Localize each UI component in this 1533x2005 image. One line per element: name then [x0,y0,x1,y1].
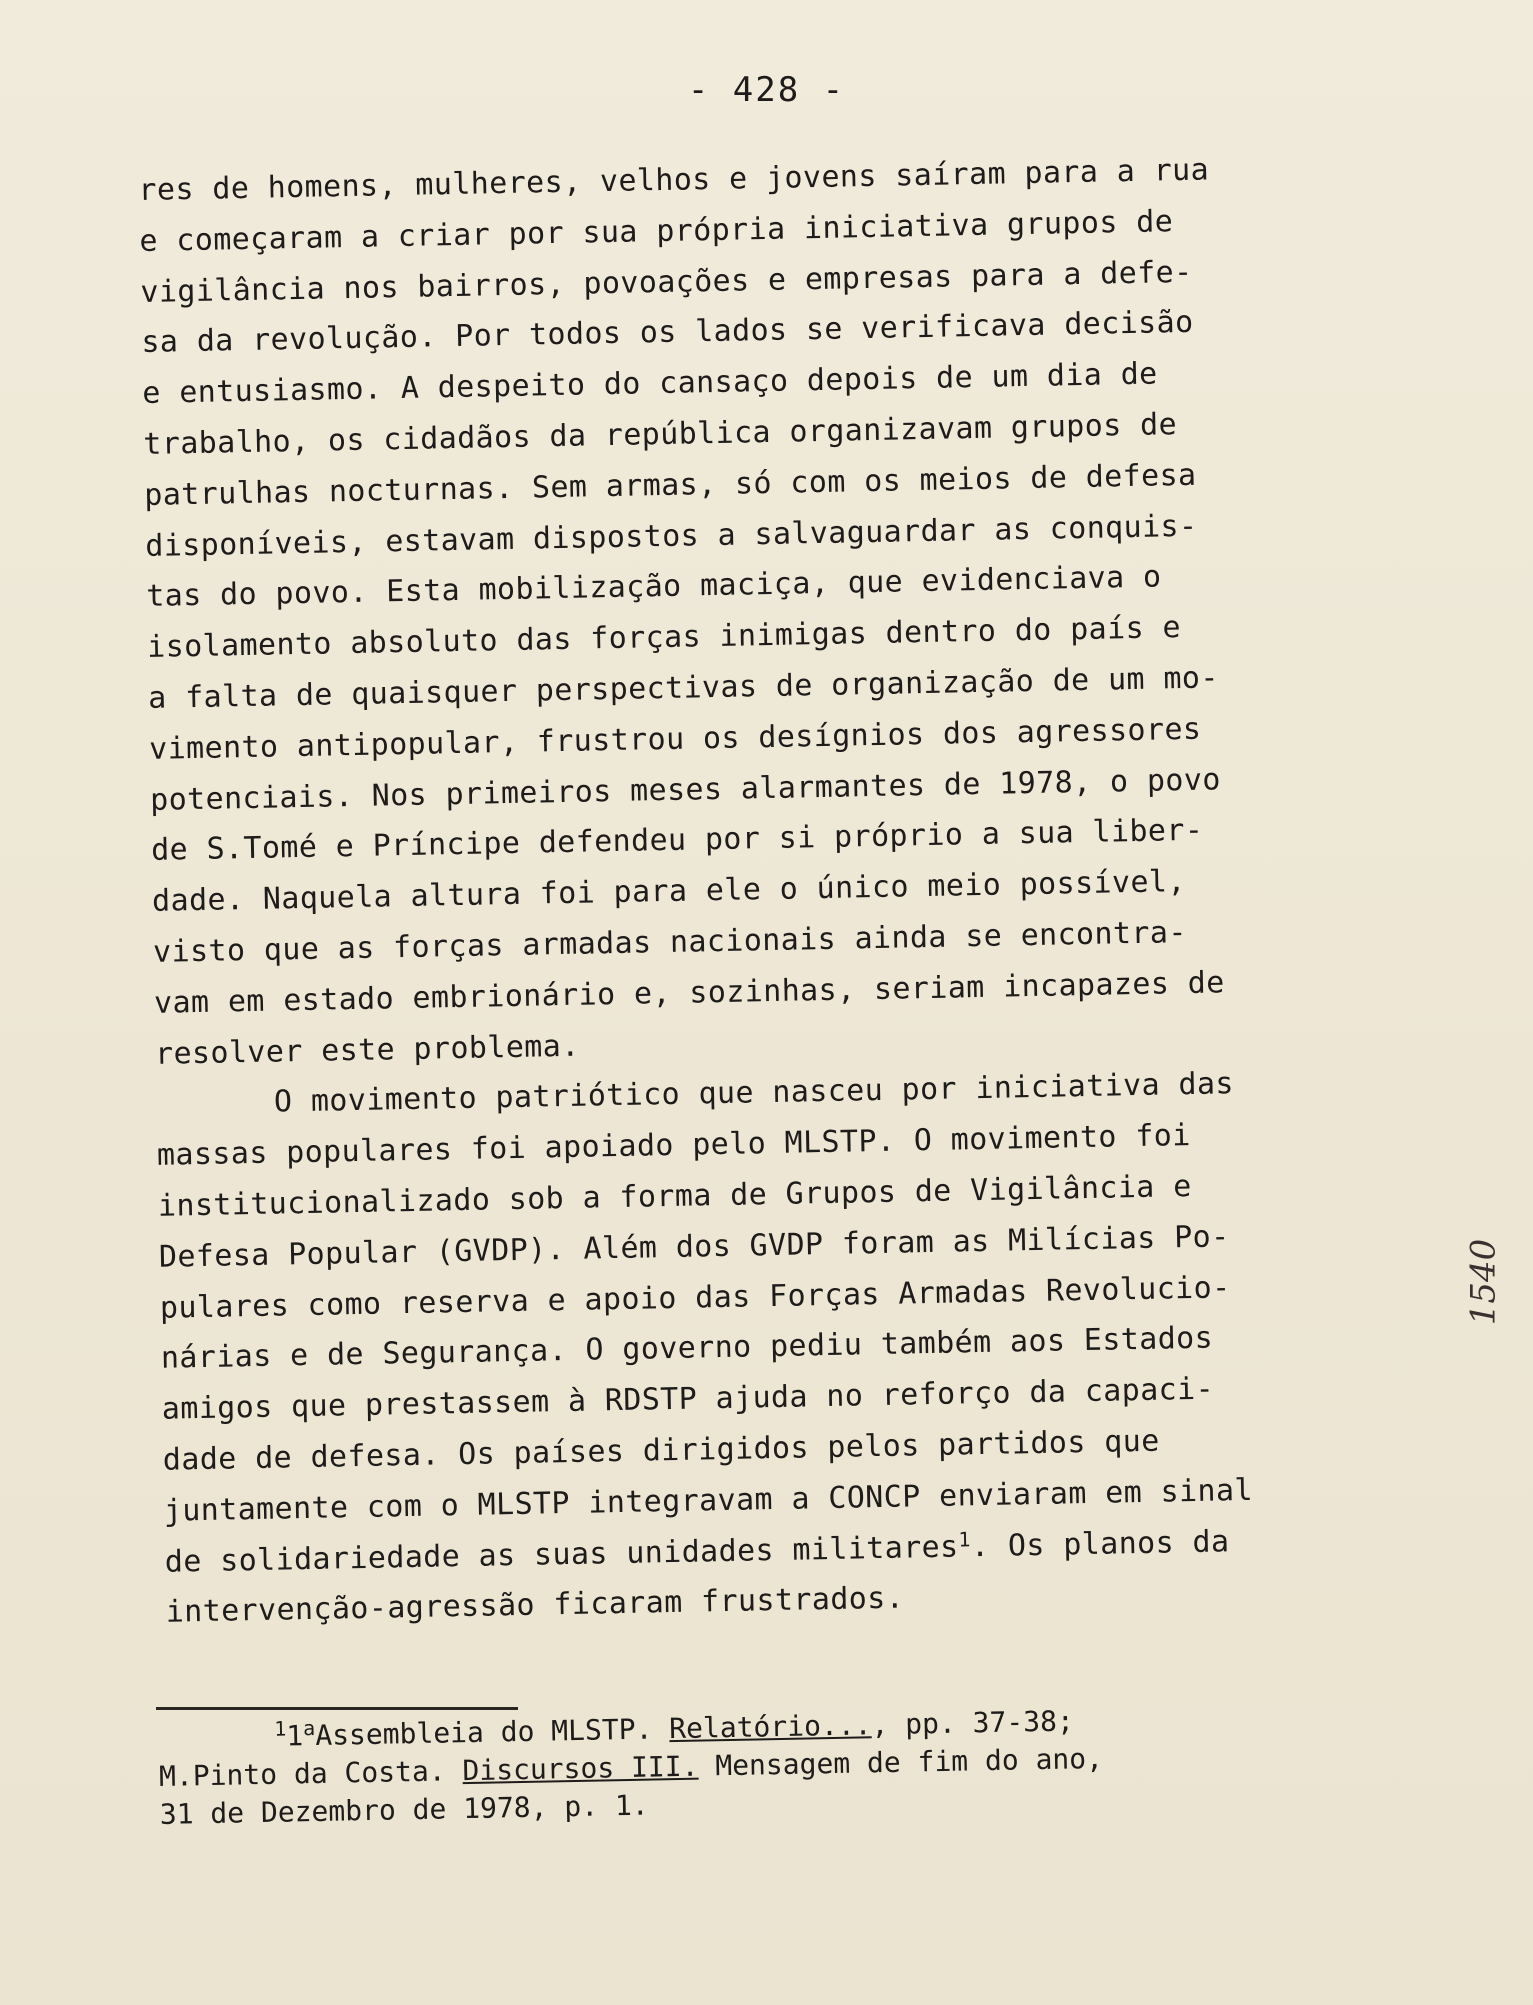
text-line: dade. Naquela altura foi para ele o único meio possível, [151,864,1187,920]
footnote-number: 1 [273,1716,287,1741]
text-line: vigilância nos bairros, povoações e empresas para a defe- [140,254,1193,310]
text-line: visto que as forças armadas nacionais ainda se encontra- [152,914,1188,970]
footnotes [158,1697,1360,1834]
text-line: e entusiasmo. A despeito do cansaço depois de um dia de [142,356,1158,412]
text-line: a falta de quaisquer perspectivas de organização de um mo- [147,660,1220,716]
footnote-separator [156,1707,518,1710]
text-line: potenciais. Nos primeiros meses alarmantes de 1978, o povo [149,761,1222,818]
text-line: e começaram a criar por sua própria iniciativa grupos de [139,203,1174,259]
text-line-start: de solidariedade as suas unidades militares [164,1529,959,1580]
body-text [138,142,1406,1639]
handwritten-margin-note: 1540 [1463,1238,1504,1326]
text-line: intervenção-agressão ficaram frustrados. [165,1580,905,1631]
text-line: resolver este problema. [154,1028,580,1072]
text-line: vimento antipopular, frustrou os desígnios dos agressores [148,711,1202,767]
text-line: institucionalizado sob a forma de Grupos de Vigilância e [157,1168,1192,1224]
footnote-ordinal-suffix: a [302,1715,316,1741]
footnote-reference: 1 [958,1526,972,1552]
text-line: O movimento patriótico que nasceu por iniciativa das [273,1066,1235,1120]
footnote-title: Discursos III. [462,1749,699,1788]
text-line: pulares como reserva e apoio das Forças Armadas Revolucio- [159,1269,1231,1326]
footnote-text: Mensagem de fim do ano, [698,1741,1104,1783]
text-line: trabalho, os cidadãos da república organizavam grupos de [143,407,1178,462]
text-line: nárias e de Segurança. O governo pediu também aos Estados [160,1320,1214,1377]
text-line: Defesa Popular (GVDP). Além dos GVDP foram as Milícias Po- [158,1218,1230,1275]
text-line: tas do povo. Esta mobilização maciça, que evidenciava o [145,559,1162,615]
text-line: massas populares foi apoiado pelo MLSTP. O movimento foi [156,1118,1192,1173]
text-line: dade de defesa. Os países dirigidos pelos partidos que [162,1423,1160,1478]
page-number: - 428 - [687,70,846,110]
text-line-end: . Os planos da [970,1523,1230,1564]
text-line: de S.Tomé e Príncipe defendeu por si próprio a sua liber- [150,813,1204,869]
text-line: vam em estado embrionário e, sozinhas, seriam incapazes de [153,965,1225,1021]
text-line: res de homens, mulheres, velhos e jovens saíram para a rua [138,152,1210,208]
footnote-text: , pp. 37-38; [871,1704,1075,1742]
text-line: sa da revolução. Por todos os lados se verificava decisão [141,305,1194,361]
text-line: juntamente com o MLSTP integravam a CONCP enviaram em sinal [163,1472,1254,1529]
footnote-ordinal-number: 1 [286,1719,304,1753]
text-line: isolamento absoluto das forças inimigas dentro do país e [146,610,1182,666]
footnote-line: 31 de Dezembro de 1978, p. 1. [159,1788,649,1831]
text-line: patrulhas nocturnas. Sem armas, só com os meios de defesa [143,457,1197,513]
text-line: amigos que prestassem à RDSTP ajuda no reforço da capaci- [161,1371,1215,1427]
footnote-title: Relatório... [668,1708,872,1746]
text-line: disponíveis, estavam dispostos a salvaguardar as conquis- [144,508,1198,564]
footnote-text: Assembleia do MLSTP. [314,1712,670,1752]
footnote-text: M.Pinto da Costa. [158,1754,463,1793]
